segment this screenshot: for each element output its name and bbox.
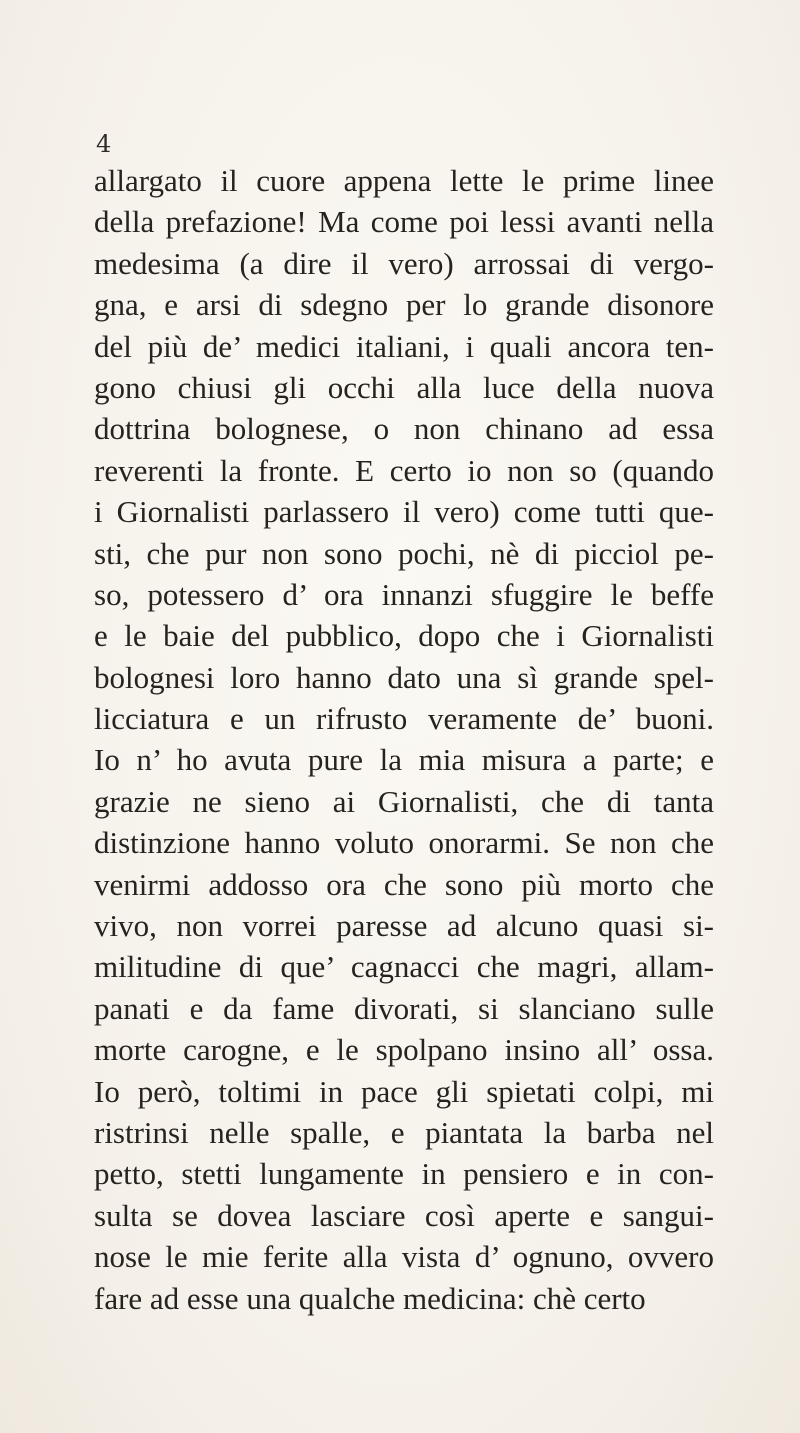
- text-line: del più de’ medici italiani, i quali ancora ten-: [94, 328, 714, 364]
- text-line: sti, che pur non sono pochi, nè di picciol pe-: [94, 535, 714, 571]
- text-line: medesima (a dire il vero) arrossai di vergo-: [94, 245, 714, 281]
- text-line: venirmi addosso ora che sono più morto che: [94, 866, 714, 902]
- text-line: vivo, non vorrei paresse ad alcuno quasi si-: [94, 908, 714, 944]
- text-line: morte carogne, e le spolpano insino all’ ossa.: [94, 1032, 714, 1068]
- text-line: della prefazione! Ma come poi lessi avanti nella: [94, 204, 714, 240]
- text-line: nose le mie ferite alla vista d’ ognuno, ovvero: [94, 1239, 714, 1275]
- text-line: gono chiusi gli occhi alla luce della nuova: [94, 369, 714, 405]
- text-line: Io però, toltimi in pace gli spietati colpi, mi: [94, 1073, 714, 1109]
- page-number: 4: [96, 130, 112, 158]
- text-line: sulta se dovea lasciare così aperte e sangui-: [94, 1197, 714, 1233]
- text-line: i Giornalisti parlassero il vero) come tutti que-: [94, 494, 714, 530]
- text-line: grazie ne sieno ai Giornalisti, che di tanta: [94, 783, 714, 819]
- text-line: fare ad esse una qualche medicina: chè certo: [94, 1280, 646, 1316]
- text-line: distinzione hanno voluto onorarmi. Se non che: [94, 825, 714, 861]
- text-line: so, potessero d’ ora innanzi sfuggire le beffe: [94, 576, 714, 612]
- text-line: bolognesi loro hanno dato una sì grande spel-: [94, 659, 714, 695]
- text-line: ristrinsi nelle spalle, e piantata la barba nel: [94, 1114, 714, 1150]
- text-line: licciatura e un rifrusto veramente de’ buoni.: [94, 701, 714, 737]
- text-line: allargato il cuore appena lette le prime linee: [94, 163, 714, 198]
- text-line: gna, e arsi di sdegno per lo grande disonore: [94, 287, 714, 323]
- text-line: e le baie del pubblico, dopo che i Giornalisti: [94, 618, 714, 654]
- text-line: petto, stetti lungamente in pensiero e in con-: [94, 1156, 714, 1192]
- text-line: Io n’ ho avuta pure la mia misura a parte; e: [94, 742, 714, 778]
- text-line: militudine di que’ cagnacci che magri, allam-: [94, 949, 714, 985]
- text-line: dottrina bolognese, o non chinano ad essa: [94, 411, 714, 447]
- body-text: [94, 160, 714, 1319]
- text-line: reverenti la fronte. E certo io non so (quando: [94, 452, 714, 488]
- text-line: panati e da fame divorati, si slanciano sulle: [94, 990, 714, 1026]
